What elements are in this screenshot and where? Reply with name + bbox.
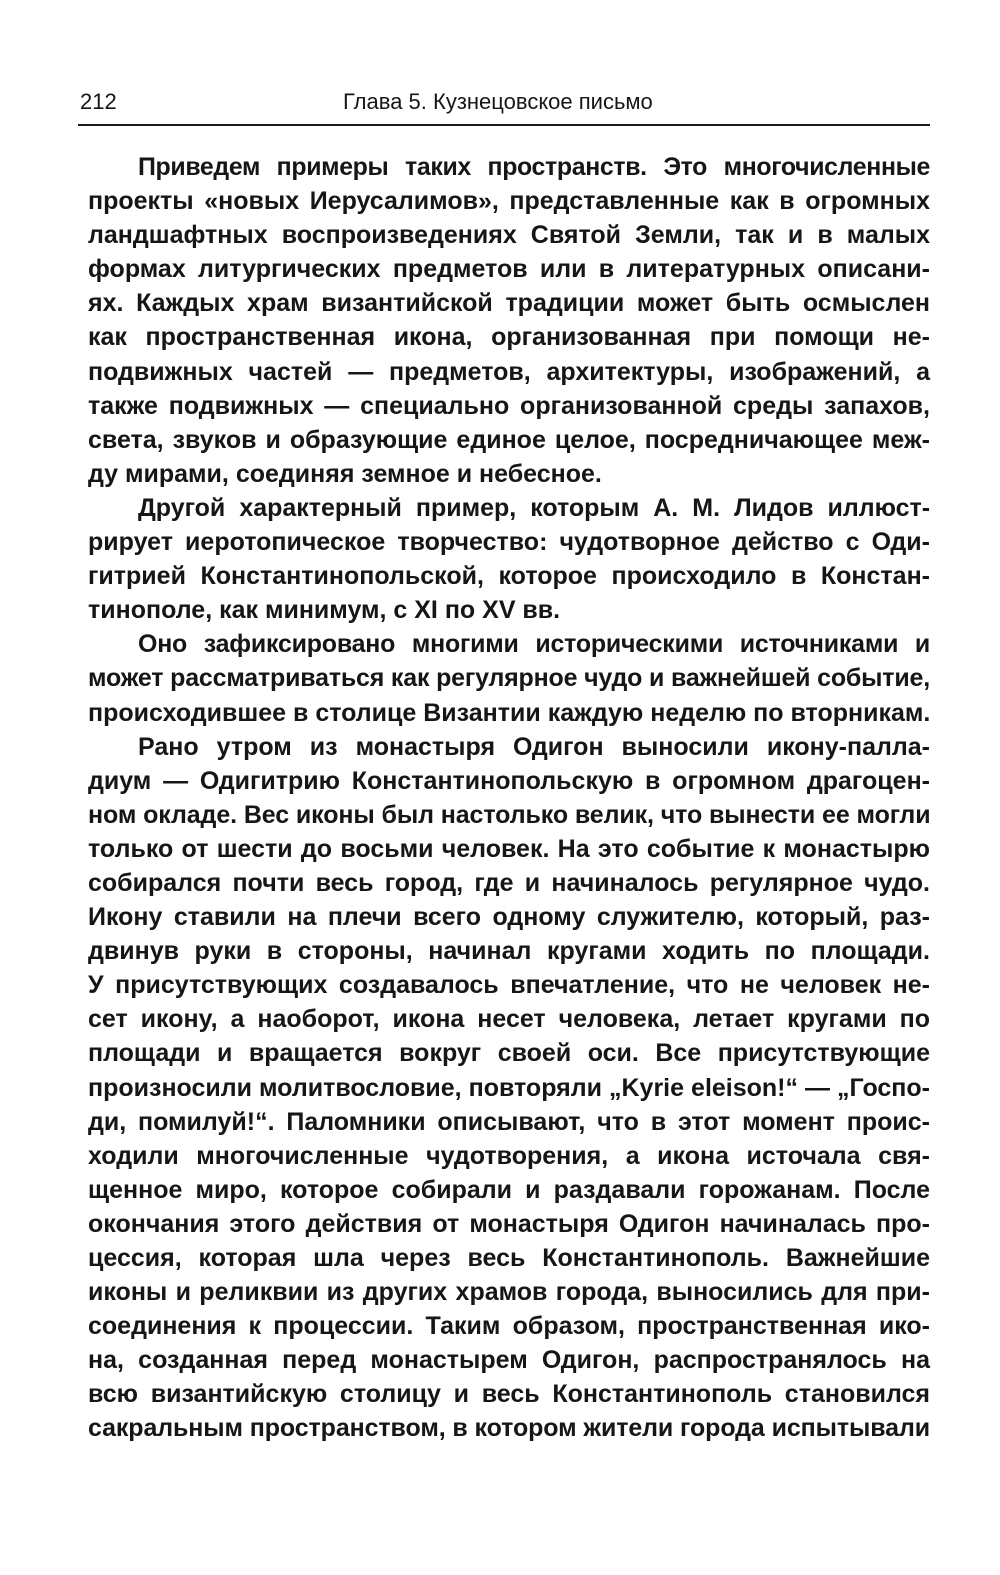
text-line: ях. Каждых храм византийской традиции может быть осмыслен <box>88 289 930 318</box>
text-line: на, созданная перед монастырем Одигон, распространялось на <box>88 1346 930 1375</box>
text-line: щенное миро, которое собирали и раздавали горожанам. После <box>88 1175 930 1204</box>
text-line: формах литургических предметов или в литературных описани- <box>88 255 930 284</box>
text-line: света, звуков и образующие единое целое, посредничающее меж- <box>88 425 930 454</box>
text-line: также подвижных — специально организованной среды запахов, <box>88 391 930 420</box>
text-line: цессия, которая шла через весь Константинополь. Важнейшие <box>88 1244 930 1272</box>
text-line: ходили многочисленные чудотворения, а икона источала свя- <box>88 1141 930 1170</box>
text-line: У присутствующих создавалось впечатление, что не человек не- <box>88 971 930 1000</box>
paragraph <box>88 627 930 729</box>
page-header <box>78 88 930 128</box>
paragraph <box>88 150 930 491</box>
text-line: всю византийскую столицу и весь Константинополь становился <box>88 1380 930 1409</box>
text-line: ди, помилуй!“. Паломники описывают, что в этот момент проис- <box>88 1107 930 1136</box>
text-line: Рано утром из монастыря Одигон выносили икону-палла- <box>138 732 930 761</box>
text-line: тинополе, как минимум, с XI по XV вв. <box>88 596 561 625</box>
text-line: собирался почти весь город, где и начиналось регулярное чудо. <box>88 868 930 897</box>
text-line: гитрией Константинопольской, которое происходило в Констан- <box>88 562 930 591</box>
text-line: Приведем примеры таких пространств. Это многочисленные <box>138 153 930 181</box>
text-line: площади и вращается вокруг своей оси. Все присутствующие <box>88 1039 930 1068</box>
text-line: диум — Одигитрию Константинопольскую в огромном драгоцен- <box>88 766 930 795</box>
text-line: сакральным пространством, в котором жители города испытывали <box>88 1414 930 1443</box>
text-line: Икону ставили на плечи всего одному служителю, который, раз- <box>88 903 930 932</box>
text-line: ландшафтных воспроизведениях Святой Земли, так и в малых <box>88 221 930 250</box>
text-line: может рассматриваться как регулярное чудо и важнейшей событие, <box>88 664 930 693</box>
paragraph <box>88 730 930 1446</box>
text-line: рирует иеротопическое творчество: чудотворное действо с Оди- <box>88 528 930 557</box>
text-line: ном окладе. Вес иконы был настолько велик, что вынести ее могли <box>88 800 931 829</box>
header-rule <box>78 124 930 126</box>
text-line: ду мирами, соединяя земное и небесное. <box>88 459 602 488</box>
text-line: окончания этого действия от монастыря Одигон начиналась про- <box>88 1209 930 1238</box>
body-text <box>88 150 930 1446</box>
text-line: проекты «новых Иерусалимов», представленные как в огромных <box>88 187 930 216</box>
text-line: произносили молитвословие, повторяли „Kyrie eleison!“ — „Госпо- <box>88 1073 930 1102</box>
text-line: сет икону, а наоборот, икона несет человека, летает кругами по <box>88 1005 930 1034</box>
text-line: иконы и реликвии из других храмов города, выносились для при- <box>88 1278 930 1307</box>
text-line: соединения к процессии. Таким образом, пространственная ико- <box>88 1312 930 1341</box>
text-line: происходившее в столице Византии каждую неделю по вторникам. <box>88 698 931 727</box>
text-line: только от шести до восьми человек. На это событие к монастырю <box>88 834 930 863</box>
text-line: двинув руки в стороны, начинал кругами ходить по площади. <box>88 937 930 966</box>
text-line: Оно зафиксировано многими историческими источниками и <box>138 630 930 659</box>
page-number: 212 <box>80 89 117 114</box>
running-head: Глава 5. Кузнецовское письмо <box>343 89 653 114</box>
text-line: как пространственная икона, организованная при помощи не- <box>88 323 930 352</box>
paragraph <box>88 491 930 627</box>
text-line: подвижных частей — предметов, архитектуры, изображений, а <box>88 357 930 386</box>
text-line: Другой характерный пример, которым А. М. Лидов иллюст- <box>138 493 930 522</box>
